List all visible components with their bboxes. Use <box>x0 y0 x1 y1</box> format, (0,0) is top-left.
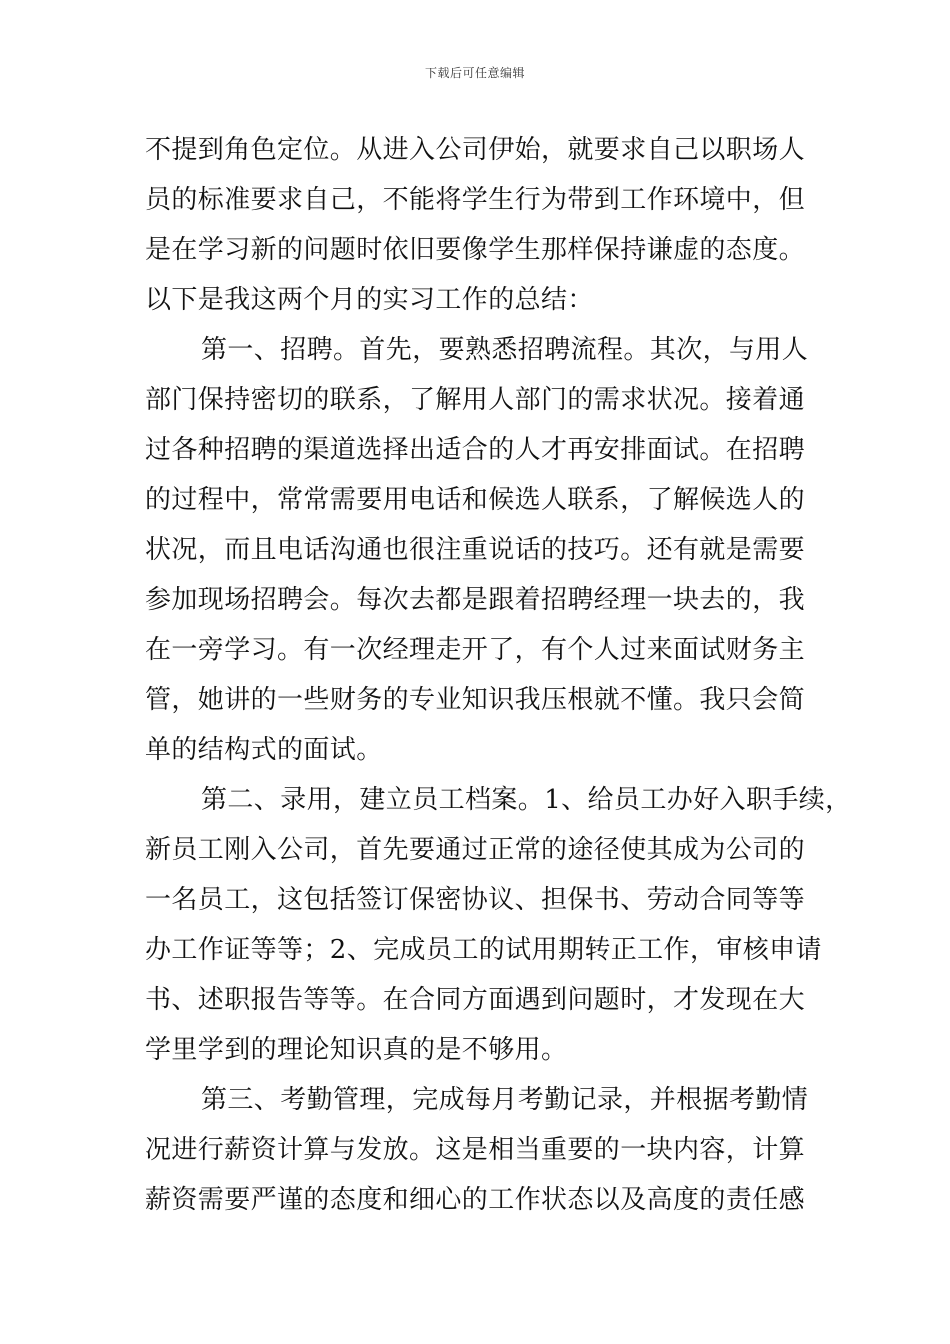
page-header: 下载后可任意编辑 <box>424 66 525 80</box>
text-line: 薪资需要严谨的态度和细心的工作状态以及高度的责任感 <box>145 1185 806 1215</box>
paragraph-start-line: 第二、录用，建立员工档案。1、给员工办好入职手续， <box>201 785 852 815</box>
text-line: 书、述职报告等等。在合同方面遇到问题时，才发现在大 <box>145 985 806 1015</box>
text-line: 办工作证等等；2、完成员工的试用期转正工作，审核申请 <box>145 935 822 965</box>
text-line: 新员工刚入公司，首先要通过正常的途径使其成为公司的 <box>145 835 806 865</box>
text-line: 一名员工，这包括签订保密协议、担保书、劳动合同等等 <box>145 885 806 915</box>
text-line: 过各种招聘的渠道选择出适合的人才再安排面试。在招聘 <box>145 435 806 465</box>
text-line: 是在学习新的问题时依旧要像学生那样保持谦虚的态度。 <box>145 235 806 265</box>
text-line: 单的结构式的面试。 <box>145 735 383 765</box>
text-line: 学里学到的理论知识真的是不够用。 <box>145 1035 568 1065</box>
text-line: 不提到角色定位。从进入公司伊始，就要求自己以职场人 <box>145 135 806 165</box>
text-line: 管，她讲的一些财务的专业知识我压根就不懂。我只会简 <box>145 685 806 715</box>
text-line: 的过程中，常常需要用电话和候选人联系，了解候选人的 <box>145 485 806 515</box>
text-line: 部门保持密切的联系，了解用人部门的需求状况。接着通 <box>145 385 806 415</box>
paragraph-start-line: 第一、招聘。首先，要熟悉招聘流程。其次，与用人 <box>201 335 809 365</box>
text-line: 状况，而且电话沟通也很注重说话的技巧。还有就是需要 <box>145 535 806 565</box>
text-line: 以下是我这两个月的实习工作的总结： <box>145 285 594 315</box>
text-line: 况进行薪资计算与发放。这是相当重要的一块内容，计算 <box>145 1135 806 1165</box>
text-line: 参加现场招聘会。每次去都是跟着招聘经理一块去的，我 <box>145 585 806 615</box>
paragraph-start-line: 第三、考勤管理，完成每月考勤记录，并根据考勤情 <box>201 1085 809 1115</box>
document-body <box>145 125 852 1225</box>
text-line: 员的标准要求自己，不能将学生行为带到工作环境中，但 <box>145 185 806 215</box>
text-line: 在一旁学习。有一次经理走开了，有个人过来面试财务主 <box>145 635 806 665</box>
